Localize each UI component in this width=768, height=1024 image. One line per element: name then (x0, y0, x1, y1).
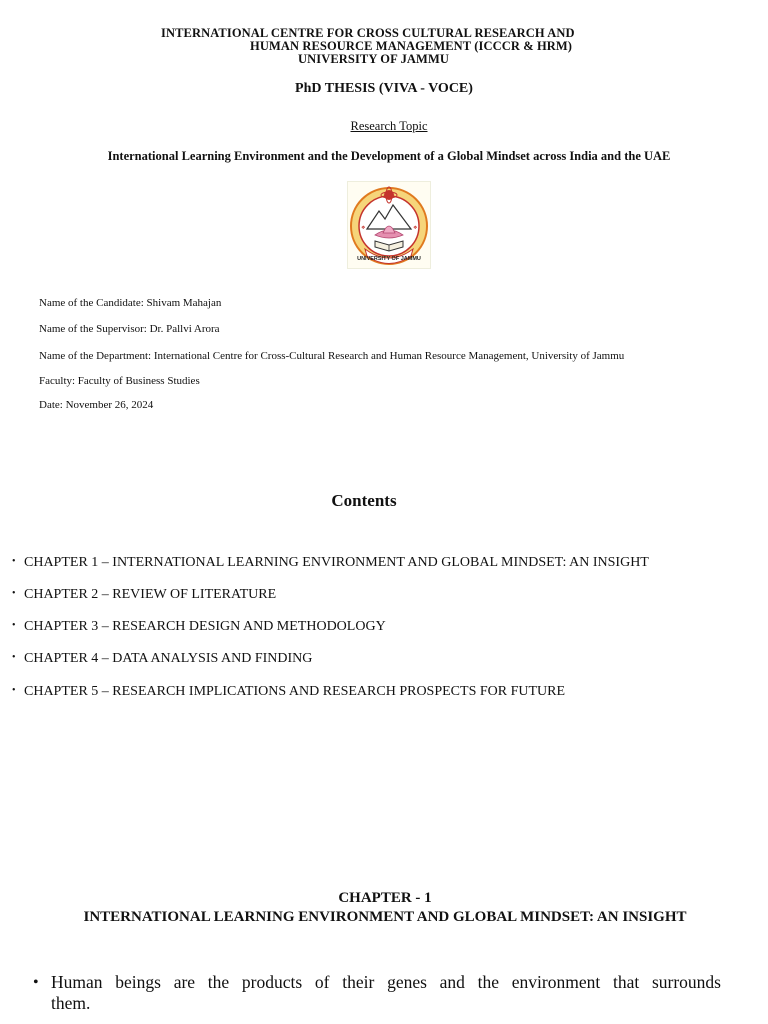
university-logo (347, 181, 431, 269)
bullet-icon: • (12, 685, 16, 696)
bullet-icon: • (12, 556, 16, 567)
toc-item-label: CHAPTER 1 – INTERNATIONAL LEARNING ENVIRONMENT AND GLOBAL MINDSET: AN INSIGHT (24, 555, 649, 570)
logo-ribbon-text: UNIVERSITY OF JAMMU (357, 256, 421, 262)
candidate-name: Name of the Candidate: Shivam Mahajan (39, 297, 222, 309)
paragraph-line-1: Human beings are the products of their genes and the environment that surrounds (51, 972, 721, 992)
research-topic: International Learning Environment and the Development of a Global Mindset across India and the UAE (107, 149, 671, 163)
research-topic-label: Research Topic (350, 119, 428, 133)
contents-heading: Contents (331, 491, 397, 510)
bullet-icon: • (33, 974, 39, 991)
supervisor-name: Name of the Supervisor: Dr. Pallvi Arora (39, 323, 220, 335)
bullet-icon: • (12, 620, 16, 631)
faculty-name: Faculty: Faculty of Business Studies (39, 375, 200, 387)
submission-date: Date: November 26, 2024 (39, 399, 154, 411)
chapter-paragraph (33, 972, 721, 1014)
toc-item-chapter-2[interactable] (12, 587, 276, 603)
toc-item-label: CHAPTER 2 – REVIEW OF LITERATURE (24, 587, 277, 602)
chapter-number: CHAPTER - 1 (338, 890, 432, 906)
institute-line-3: UNIVERSITY OF JAMMU (298, 52, 449, 66)
toc-item-chapter-1[interactable] (12, 555, 649, 571)
chapter-title: INTERNATIONAL LEARNING ENVIRONMENT AND GLOBAL MINDSET: AN INSIGHT (83, 909, 687, 925)
institute-line-1: INTERNATIONAL CENTRE FOR CROSS CULTURAL RESEARCH AND (161, 26, 575, 40)
toc-item-chapter-5[interactable] (12, 684, 565, 700)
svg-text:❖: ❖ (361, 225, 366, 231)
bullet-icon: • (12, 588, 16, 599)
department-name: Name of the Department: International Centre for Cross-Cultural Research and Human Resource Management, University of Jammu (39, 350, 625, 362)
toc-item-label: CHAPTER 5 – RESEARCH IMPLICATIONS AND RESEARCH PROSPECTS FOR FUTURE (24, 684, 566, 699)
bullet-icon: • (12, 652, 16, 663)
toc-item-label: CHAPTER 4 – DATA ANALYSIS AND FINDING (24, 651, 313, 666)
paragraph-line-2: them. (51, 993, 91, 1013)
toc-item-chapter-4[interactable] (12, 651, 312, 667)
institute-line-2: HUMAN RESOURCE MANAGEMENT (ICCCR & HRM) (250, 39, 573, 53)
thesis-title: PhD THESIS (VIVA - VOCE) (295, 81, 473, 96)
toc-item-label: CHAPTER 3 – RESEARCH DESIGN AND METHODOLOGY (24, 619, 386, 634)
svg-text:❖: ❖ (413, 225, 418, 231)
toc-item-chapter-3[interactable] (12, 619, 386, 635)
